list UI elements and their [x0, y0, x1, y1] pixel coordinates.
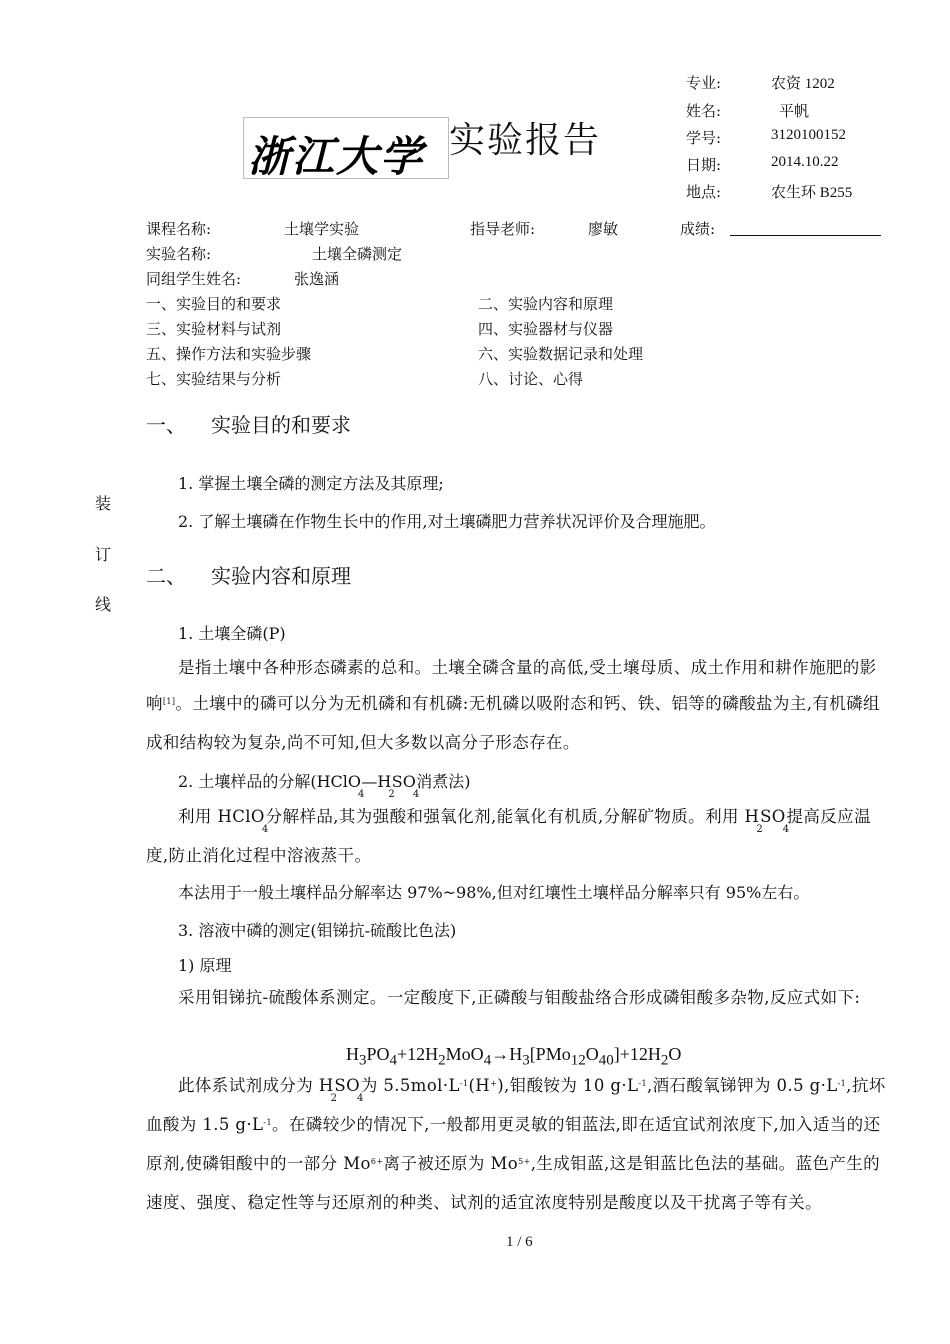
paragraph-text: 离子被还原为 Mo [383, 1154, 519, 1173]
section1-number: 一、 [146, 413, 186, 437]
info-value-name: 平帆 [779, 104, 810, 120]
subscript: 2 [756, 824, 764, 835]
toc-item-7: 七、实验结果与分析 [146, 370, 282, 388]
experiment-value: 土壤全磷测定 [312, 245, 403, 263]
toc-item-6: 六、实验数据记录和处理 [478, 345, 644, 363]
info-value-location: 农生环 B255 [771, 185, 853, 201]
course-value: 土壤学实验 [284, 220, 360, 238]
paragraph-digestion [146, 799, 891, 874]
zju-logo [243, 117, 449, 179]
title-part: 消煮法) [416, 772, 471, 791]
info-value-id: 3120100152 [771, 127, 846, 143]
superscript: -1 [837, 1079, 847, 1088]
paragraph-text: 为 5.5mol·L [360, 1076, 460, 1095]
toc-item-3: 三、实验材料与试剂 [146, 320, 282, 338]
paragraph-text: 此体系试剂成分为 H [178, 1076, 334, 1095]
binding-char-2: 订 [95, 545, 112, 564]
paragraph-reagents [146, 1068, 891, 1221]
section2-title: 实验内容和原理 [211, 564, 351, 588]
superscript: 5+ [518, 1157, 531, 1166]
toc-item-8: 八、讨论、心得 [478, 370, 584, 388]
subscript: 4 [261, 824, 269, 835]
paragraph-text: ,抗坏血酸为 1.5 g·L [146, 1076, 886, 1134]
page-number: 1 / 6 [506, 1234, 533, 1250]
group-value: 张逸涵 [294, 270, 340, 288]
teacher-label: 指导老师: [470, 220, 536, 238]
subscript: 2 [330, 1093, 338, 1104]
paragraph-text: 。在磷较少的情况下,一般都用更灵敏的钼蓝法,即在适宜试剂浓度下,加入适当的还原剂,使磷钼酸中的一部分 Mo [146, 1115, 881, 1173]
paragraph-decomposition-rate: 本法用于一般土壤样品分解率达 97%~98%,但对红壤性土壤样品分解率只有 95%左右。 [178, 883, 810, 902]
group-label: 同组学生姓名: [146, 270, 242, 288]
paragraph-text: ),钼酸铵为 10 g·L [497, 1076, 639, 1095]
title-part: —H [361, 772, 392, 791]
paragraph-text: 提高反应温度,防止消化过程中溶液蒸干。 [146, 807, 871, 865]
toc-item-4: 四、实验器材与仪器 [478, 320, 614, 338]
paragraph-text: SO [334, 1076, 361, 1095]
info-label-location: 地点: [686, 183, 722, 201]
info-label-name: 姓名: [686, 102, 722, 120]
paragraph-principle: 采用钼锑抗-硫酸体系测定。一定酸度下,正磷酸与钼酸盐络合形成磷钼酸多杂物,反应式如下: [178, 988, 861, 1007]
paragraph-total-phosphorus [146, 650, 891, 761]
info-label-date: 日期: [686, 156, 722, 174]
grade-label: 成绩: [680, 220, 716, 238]
toc-item-2: 二、实验内容和原理 [478, 295, 614, 313]
toc-item-5: 五、操作方法和实验步骤 [146, 345, 312, 363]
paragraph-text: SO [760, 807, 786, 826]
section1-item-2: 2. 了解土壤磷在作物生长中的作用,对土壤磷肥力营养状况评价及合理施肥。 [178, 512, 716, 531]
toc-item-1: 一、实验目的和要求 [146, 295, 282, 313]
superscript: -1 [263, 1118, 272, 1127]
info-label-major: 专业: [686, 74, 722, 92]
superscript: 6+ [370, 1157, 384, 1166]
paragraph-text: 分解样品,其为强酸和强氧化剂,能氧化有机质,分解矿物质。利用 H [265, 807, 760, 826]
section1-item-1: 1. 掌握土壤全磷的测定方法及其原理; [178, 474, 444, 493]
info-label-id: 学号: [686, 129, 722, 147]
paragraph-text: ,酒石酸氧锑钾为 0.5 g·L [646, 1076, 838, 1095]
superscript: -1 [459, 1079, 469, 1088]
paragraph-text: 。土壤中的磷可以分为无机磷和有机磷:无机磷以吸附态和钙、铁、铝等的磷酸盐为主,有机磷组成和结构较为复杂,尚不可知,但大多数以高分子形态存在。 [146, 694, 880, 752]
subsection-3-1-title: 1) 原理 [178, 956, 232, 975]
subsection-3-title: 3. 溶液中磷的测定(钼锑抗-硫酸比色法) [178, 921, 457, 940]
experiment-label: 实验名称: [146, 245, 212, 263]
subscript: 2 [388, 789, 395, 800]
superscript: -1 [638, 1079, 647, 1088]
subscript: 4 [358, 789, 365, 800]
logo-text: 浙江大学 [248, 132, 425, 181]
paragraph-text: 利用 HClO [178, 807, 265, 826]
info-value-date: 2014.10.22 [771, 154, 839, 170]
teacher-value: 廖敏 [588, 220, 619, 238]
binding-char-3: 线 [95, 595, 112, 614]
title-part: SO [391, 772, 416, 791]
subscript: 4 [412, 789, 420, 800]
section1-title: 实验目的和要求 [211, 413, 351, 437]
subscript: 4 [782, 824, 790, 835]
paragraph-text: 是指土壤中各种形态磷素的总和。土壤全磷含量的高低,受土壤母质、成土作用和耕作施肥的影响 [146, 658, 877, 713]
report-title: 实验报告 [449, 120, 602, 161]
binding-char-1: 装 [95, 494, 112, 513]
citation-ref: [1] [162, 697, 176, 706]
course-label: 课程名称: [146, 220, 212, 238]
subscript: 4 [357, 1093, 364, 1104]
title-part: 2. 土壤样品的分解(HClO [178, 772, 362, 791]
paragraph-text: ,生成钼蓝,这是钼蓝比色法的基础。蓝色产生的速度、强度、稳定性等与还原剂的种类、试剂的适宜浓度特别是酸度以及干扰离子等有关。 [146, 1154, 880, 1212]
subsection-1-title: 1. 土壤全磷(P) [178, 624, 286, 643]
info-value-major: 农资 1202 [771, 76, 835, 92]
subsection-2-title [178, 769, 471, 800]
grade-blank-line [730, 235, 881, 236]
paragraph-text: (H [468, 1076, 491, 1095]
section2-number: 二、 [146, 564, 186, 588]
superscript: + [490, 1079, 498, 1088]
reaction-equation: $H_3PO_4+12H_2MoO_4\to H_3[PMo_{12}O_{40}]+12H_2O$ [346, 1044, 682, 1069]
